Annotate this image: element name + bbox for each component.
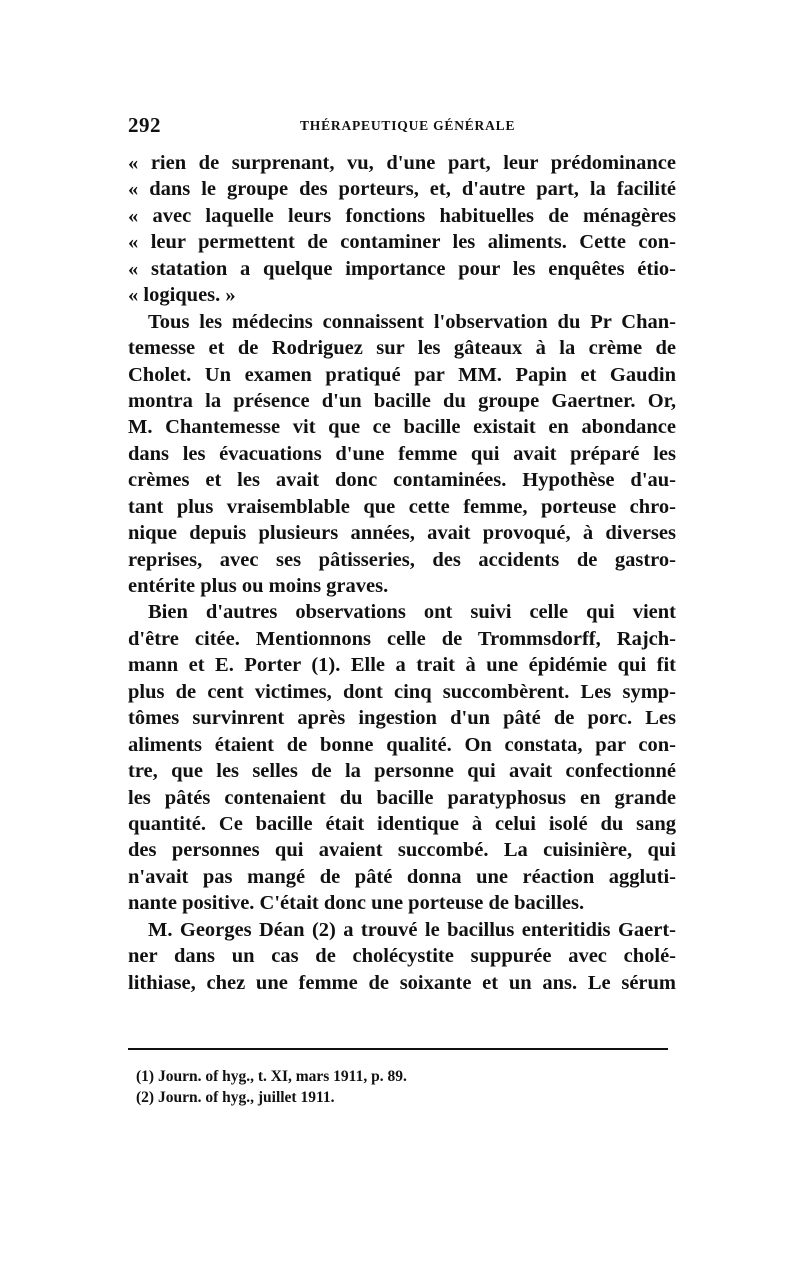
body-text — [128, 150, 676, 996]
text-line: « dans le groupe des porteurs, et, d'autre part, la facilité — [128, 178, 676, 201]
text-line: « rien de surprenant, vu, d'une part, leur prédominance — [128, 152, 676, 174]
text-line: tômes survinrent après ingestion d'un pâté de porc. Les — [128, 707, 676, 730]
running-title: THÉRAPEUTIQUE GÉNÉRALE — [300, 118, 516, 133]
footnote-1: (1) Journ. of hyg., t. XI, mars 1911, p. 89. — [136, 1068, 407, 1085]
text-line: entérite plus ou moins graves. — [128, 575, 389, 597]
text-line: lithiase, chez une femme de soixante et un ans. Le sérum — [128, 971, 676, 994]
text-line: ner dans un cas de cholécystite suppurée avec cholé- — [128, 945, 676, 968]
text-line: « statation a quelque importance pour les enquêtes étio- — [128, 257, 676, 280]
text-line: nique depuis plusieurs années, avait provoqué, à diverses — [128, 522, 676, 545]
text-line: des personnes qui avaient succombé. La cuisinière, qui — [128, 839, 676, 862]
text-line: « leur permettent de contaminer les aliments. Cette con- — [128, 231, 676, 254]
text-line: montra la présence d'un bacille du groupe Gaertner. Or, — [128, 389, 676, 412]
text-line: mann et E. Porter (1). Elle a trait à une épidémie qui fit — [128, 654, 676, 677]
text-line: dans les évacuations d'une femme qui avait préparé les — [128, 442, 676, 465]
text-line: crèmes et les avait donc contaminées. Hypothèse d'au- — [128, 469, 676, 492]
text-line: n'avait pas mangé de pâté donna une réaction aggluti- — [128, 865, 676, 888]
text-line: Cholet. Un examen pratiqué par MM. Papin et Gaudin — [128, 363, 676, 386]
text-line: tant plus vraisemblable que cette femme, porteuse chro- — [128, 495, 676, 518]
footnotes — [136, 1066, 656, 1108]
text-line: les pâtés contenaient du bacille paratyphosus en grande — [128, 786, 676, 809]
text-line: « logiques. » — [128, 284, 236, 307]
text-line: quantité. Ce bacille était identique à celui isolé du sang — [128, 812, 676, 835]
text-line: nante positive. C'était donc une porteuse de bacilles. — [128, 892, 585, 915]
text-line: plus de cent victimes, dont cinq succombèrent. Les symp- — [128, 680, 676, 703]
text-line: aliments étaient de bonne qualité. On constata, par con- — [128, 733, 676, 756]
text-line: reprises, avec ses pâtisseries, des accidents de gastro- — [128, 548, 676, 571]
page-number: 292 — [128, 113, 161, 137]
text-line: « avec laquelle leurs fonctions habituelles de ménagères — [128, 204, 676, 227]
paragraph-first-line: Tous les médecins connaissent l'observation du Pr Chan- — [148, 310, 676, 333]
footnote-divider — [128, 1048, 668, 1050]
text-line: M. Chantemesse vit que ce bacille existait en abondance — [128, 416, 676, 439]
footnote-2: (2) Journ. of hyg., juillet 1911. — [136, 1089, 335, 1106]
text-line: tre, que les selles de la personne qui avait confectionné — [128, 760, 676, 783]
text-line: temesse et de Rodriguez sur les gâteaux à la crème de — [128, 337, 676, 360]
running-head — [128, 113, 676, 143]
text-line: d'être citée. Mentionnons celle de Trommsdorff, Rajch- — [128, 627, 676, 650]
paragraph-first-line: Bien d'autres observations ont suivi celle qui vient — [148, 601, 676, 624]
paragraph-first-line: M. Georges Déan (2) a trouvé le bacillus enteritidis Gaert- — [148, 918, 676, 941]
